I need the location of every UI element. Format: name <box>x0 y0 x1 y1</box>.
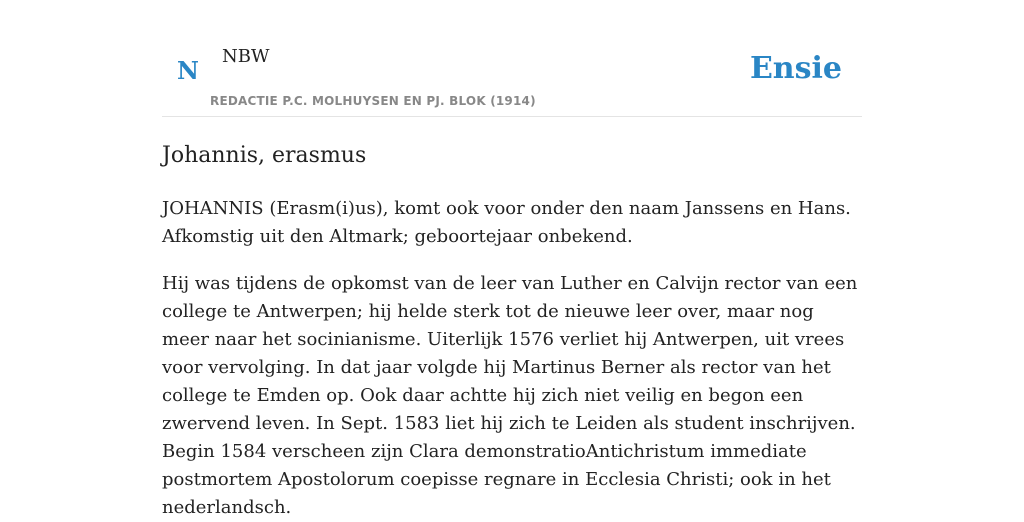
article-paragraph-2: Hij was tijdens de opkomst van de leer van Luther en Calvijn rector van een college te Antwerpen; hij helde sterk tot de nieuwe leer over, maar nog meer naar het socinianisme. Uiterlijk 1576 verliet hij Antwerpen, uit vrees voor vervolging. In dat jaar volgde hij Martinus Berner als rector van het college te Emden op. Ook daar achtte hij zich niet veilig en begon een zwervend leven. In Sept. 1583 liet hij zich te Leiden als student inschrijven. Begin 1584 verscheen zijn Clara demonstratioAntichristum immediate postmortem Apostolorum coepisse regnare in Ecclesia Christi; ook in het nederlandsch. <box>162 273 858 518</box>
ensie-brand-link[interactable]: Ensie <box>749 51 842 86</box>
page-header <box>162 0 862 117</box>
article-title: Johannis, erasmus <box>162 143 367 168</box>
nbw-logo-link[interactable]: N <box>177 56 199 85</box>
source-subtitle: REDACTIE P.C. MOLHUYSEN EN PJ. BLOK (1914) <box>210 94 536 108</box>
source-name: NBW <box>222 46 270 67</box>
page-container <box>162 0 862 522</box>
article-paragraph-1: JOHANNIS (Erasm(i)us), komt ook voor onder den naam Janssens en Hans. Afkomstig uit den Altmark; geboortejaar onbekend. <box>162 198 851 247</box>
